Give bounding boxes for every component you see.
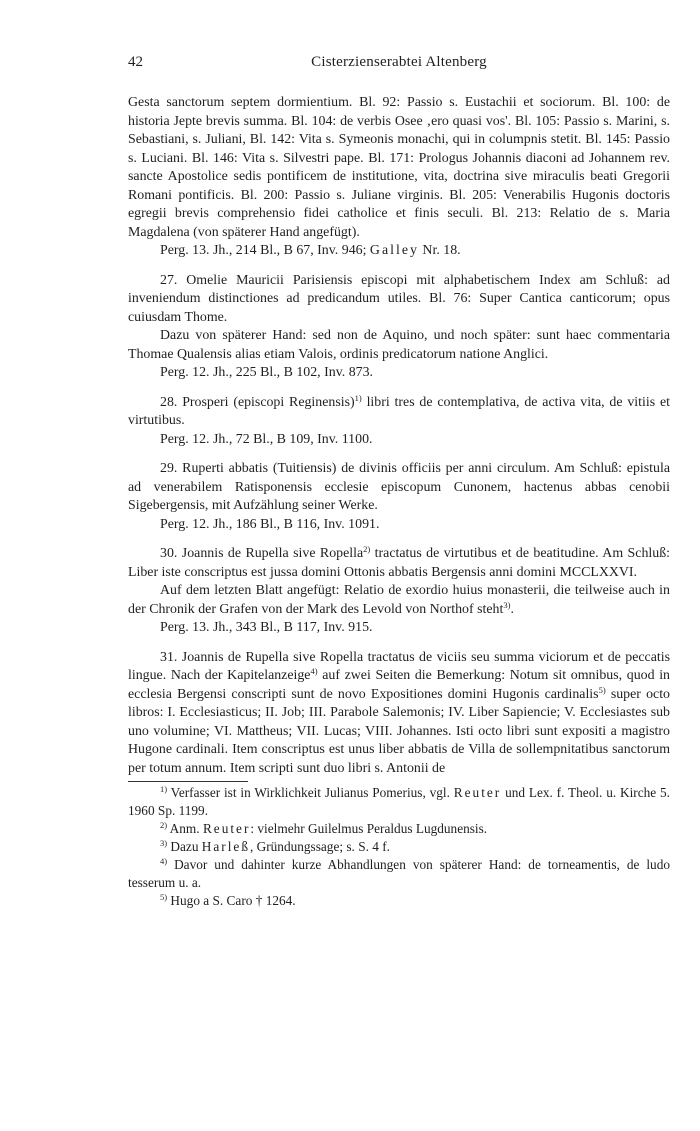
footnote-3: $^{3)}$ Dazu Harleß, Gründungssage; s. S. 4 f. bbox=[160, 838, 390, 854]
footnote-ref-3[interactable]: 3) bbox=[503, 599, 511, 610]
footnote-ref-5[interactable]: 5) bbox=[598, 684, 606, 695]
footnotes bbox=[128, 784, 670, 910]
footnote-2: $^{2)}$ Anm. Reuter: vielmehr Guilelmus Peraldus Lugdunensis. bbox=[160, 820, 488, 836]
page-number: 42 bbox=[128, 54, 143, 70]
footnote-ref-1[interactable]: 1) bbox=[354, 392, 362, 403]
page-header bbox=[128, 54, 670, 74]
entry-27-meta: Perg. 12. Jh., 225 Bl., B 102, Inv. 873. bbox=[160, 365, 373, 380]
entry-27-text: 27. Omelie Mauricii Parisiensis episcopi mit alphabetischem Index am Schluß: ad inveniendum distinctiones ad predicandum utiles. Bl. 76: Super Cantica canticorum; opus cuiusdam Thome. bbox=[128, 272, 670, 325]
footnote-ref-4[interactable]: 4) bbox=[310, 666, 318, 676]
entry-29-meta: Perg. 12. Jh., 186 Bl., B 116, Inv. 1091. bbox=[160, 516, 380, 532]
entry-30-note: Auf dem letzten Blatt angefügt: Relatio de exordio huius monasterii, die teilweise auch in der Chronik der Grafen von der Mark des Levold von Northof steht$^{3)}$. bbox=[128, 583, 670, 617]
entry-30-meta: Perg. 13. Jh., 343 Bl., B 117, Inv. 915. bbox=[160, 620, 373, 635]
entry-28-text: 28. Prosperi (episcopi Reginensis)$^{1)}$ libri tres de contemplativa, de activa vita, de vitiis et virtutibus. bbox=[128, 392, 670, 428]
entry-28-meta: Perg. 12. Jh., 72 Bl., B 109, Inv. 1100. bbox=[160, 431, 373, 447]
entry-27-note: Dazu von späterer Hand: sed non de Aquino, und noch später: sunt haec commentaria Thomae Qualensis alias etiam Valois, ordinis predicatorum natione Anglici. bbox=[128, 328, 670, 362]
entry-26-text: Gesta sanctorum septem dormientium. Bl. 92: Passio s. Eustachii et sociorum. Bl. 100: de historia Jepte brevis summa. Bl. 104: de verbis Osee ‚ero quasi vos'. Bl. 105: Passio s. Marini, s. Sebastiani, s. Juliani, Bl. 142: Vita s. Symeonis monachi, qui in columpnis stetit. Bl. 145: Passio s. Luciani. Bl. 146: Vita s. Silvestri pape. Bl. 171: Prologus Johannis diaconi ad Johannem rev. sancte Apostolice sedis pontificem de institutione, vita, doctrina sive miraculis beati Gregorii Romani pontificis. Bl. 200: Passio s. Juliane virginis. Bl. 205: Venerabilis Hugonis doctoris egregii brevis comprehensio fidei catholice et finis seculi. Bl. 213: Relatio de s. Maria Magdalena (von späterer Hand angefügt). bbox=[128, 95, 670, 240]
entry-31-text: 31. Joannis de Rupella sive Ropella tractatus de viciis seu summa viciorum et de peccatis lingue. Nach der Kapitelanzeige$^{4)}$ auf zwei Seiten die Bemerkung: Notum sit omnibus, quod in ecclesia Bergensi conscripti sunt de novo Expositiones domini Hugonis cardinalis$^{5)}$ super octo libros: I. Ecclesiasticus; II. Job; III. Parabole Salemonis; IV. Liber Sapiencie; V. Ecclesiastes sub uno volumine; VI. Mattheus; VII. Lucas; VIII. Johannes. Isti octo libri sunt expositi a magistro Hugone cardinali. Item conscriptus est unus liber abbatis de Villa de sollempnitatibus sanctorum per totum annum. Item scripti sunt duo libri s. Antonii de bbox=[128, 649, 671, 776]
footnote-1: $^{1)}$ Verfasser ist in Wirklichkeit Julianus Pomerius, vgl. Reuter und Lex. f. Theol. u. Kirche 5. 1960 Sp. 1199. bbox=[128, 784, 670, 818]
entry-29-text: 29. Ruperti abbatis (Tuitiensis) de divinis officiis per anni circulum. Am Schluß: epistula ad venerabilem Ratisponensis ecclesie episcopum Cunonem, hactenus abbas cenobii Sigebergensis, mit Aufzählung seiner Werke. bbox=[128, 461, 670, 513]
entry-26-meta: Perg. 13. Jh., 214 Bl., B 67, Inv. 946; Galley Nr. 18. bbox=[160, 243, 461, 258]
footnote-5: $^{5)}$ Hugo a S. Caro † 1264. bbox=[160, 892, 296, 908]
running-title: Cisterzienserabtei Altenberg bbox=[311, 54, 487, 70]
entry-30-text: 30. Joannis de Rupella sive Ropella$^{2)}$ tractatus de virtutibus et de beatitudine. Am Schluß: Liber iste conscriptus est jussa domini Ottonis abbatis Bergensis anni domini MCCLXXVI. bbox=[128, 544, 671, 580]
catalog-body bbox=[128, 94, 670, 910]
footnote-divider bbox=[128, 781, 248, 782]
footnote-ref-2[interactable]: 2) bbox=[363, 544, 371, 554]
footnote-4: $^{4)}$ Davor und dahinter kurze Abhandlungen von späterer Hand: de torneamentis, de ludo tesserum u. a. bbox=[128, 856, 670, 890]
